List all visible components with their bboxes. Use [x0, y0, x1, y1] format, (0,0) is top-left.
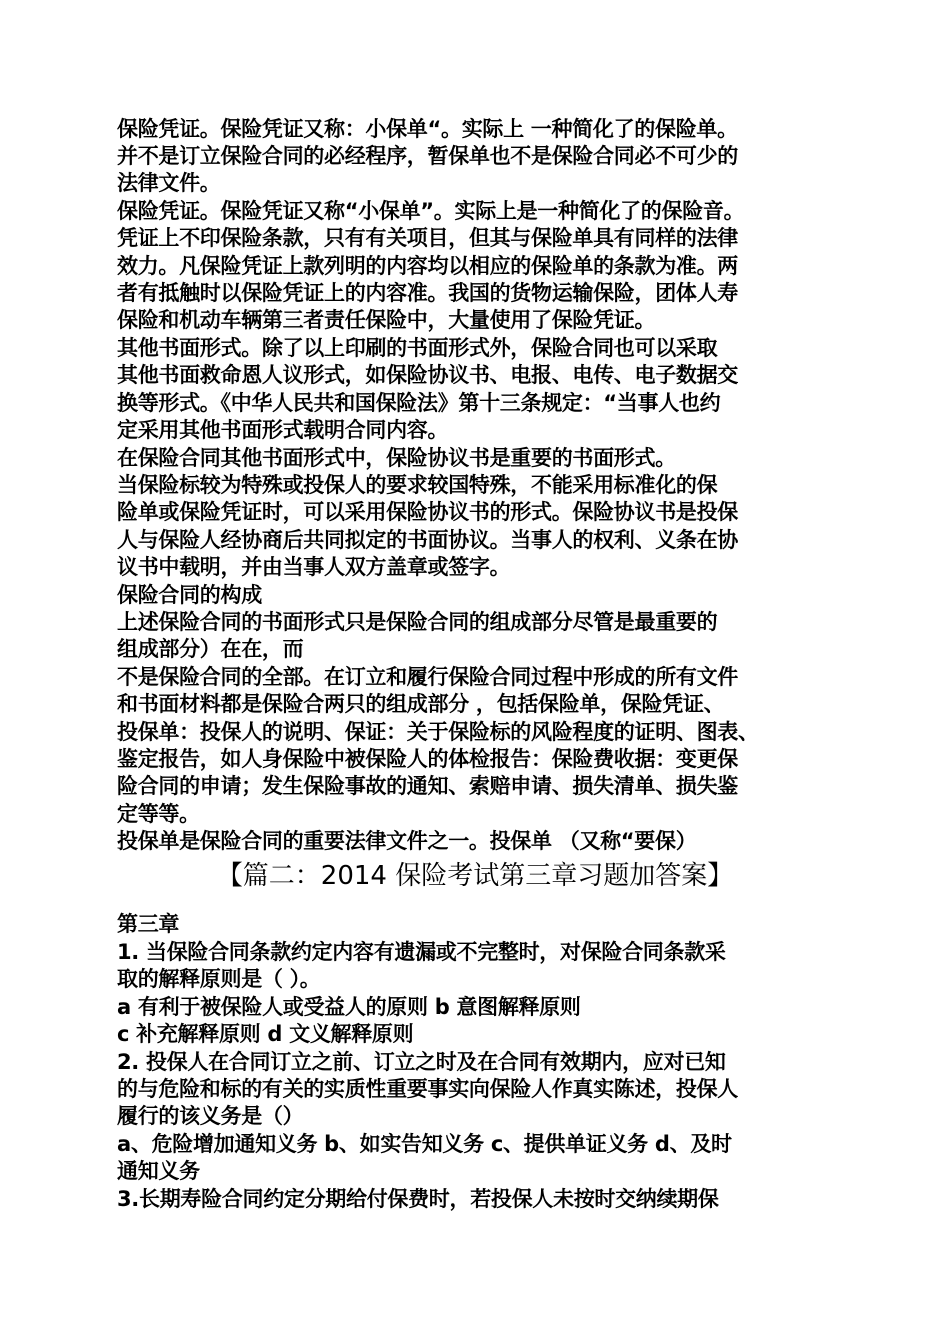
text-line: 并不是订立保险合同的必经程序，暂保单也不是保险合同必不可少的: [117, 144, 738, 168]
text-line: 2. 投保人在合同订立之前、订立之时及在合同有效期内，应对已知: [117, 1050, 726, 1074]
text-line: c 补充解释原则 d 文义解释原则: [117, 1022, 414, 1046]
text-line: 议书中载明，并由当事人双方盖章或签字。: [117, 555, 511, 579]
text-line: 凭证上不印保险条款，只有有关项目，但其与保险单具有同样的法律: [117, 226, 738, 250]
text-line: 定采用其他书面形式载明合同内容。: [117, 418, 449, 442]
text-line: 第三章: [117, 912, 180, 936]
text-line: 其他书面救命恩人议形式，如保险协议书、电报、电传、电子数据交: [117, 363, 738, 387]
text-line: 鉴定报告，如人身保险中被保险人的体检报告：保险费收据：变更保: [117, 747, 738, 771]
text-line: 在保险合同其他书面形式中，保险协议书是重要的书面形式。: [117, 446, 676, 470]
text-line: 投保单：投保人的说明、保证：关于保险标的风险程度的证明、图表、: [117, 720, 759, 744]
text-line: 保险和机动车辆第三者责任保险中，大量使用了保险凭证。: [117, 308, 656, 332]
text-line: 和书面材料都是保险合两只的组成部分 ，包括保险单，保险凭证、: [117, 692, 725, 716]
text-line: 1. 当保险合同条款约定内容有遗漏或不完整时，对保险合同条款采: [117, 940, 726, 964]
text-line: 人与保险人经协商后共同拟定的书面协议。当事人的权利、义条在协: [117, 528, 738, 552]
text-line: 保险合同的构成: [117, 583, 262, 607]
text-line: 当保险标较为特殊或投保人的要求较国特殊，不能采用标准化的保: [117, 473, 718, 497]
text-line: 的与危险和标的有关的实质性重要事实向保险人作真实陈述，投保人: [117, 1077, 738, 1101]
text-line: 3.长期寿险合同约定分期给付保费时，若投保人未按时交纳续期保: [117, 1187, 719, 1211]
text-line: a 有利于被保险人或受益人的原则 b 意图解释原则: [117, 995, 581, 1019]
section-heading: 【篇二：2014 保险考试第三章习题加答案】: [216, 861, 734, 891]
text-line: 通知义务: [117, 1159, 200, 1183]
text-line: a、危险增加通知义务 b、如实告知义务 c、提供单证义务 d、及时: [117, 1132, 732, 1156]
text-line: 组成部分）在在，而: [117, 637, 304, 661]
text-line: 保险凭证。保险凭证又称：小保单“。实际上 一种简化了的保险单。: [117, 117, 738, 141]
text-line: 险单或保险凭证时，可以采用保险协议书的形式。保险协议书是投保: [117, 500, 738, 524]
text-line: 保险凭证。保险凭证又称“小保单”。实际上是一种简化了的保险音。: [117, 199, 745, 223]
text-line: 险合同的申请；发生保险事故的通知、索赔申请、损失清单、损失鉴: [117, 774, 738, 798]
text-line: 效力。凡保险凭证上款列明的内容均以相应的保险单的条款为准。两: [117, 254, 738, 278]
text-line: 换等形式。《中华人民共和国保险法》第十三条规定：“当事人也约: [117, 391, 721, 415]
text-line: 上述保险合同的书面形式只是保险合同的组成部分尽管是最重要的: [117, 610, 718, 634]
text-line: 不是保险合同的全部。在订立和履行保险合同过程中形成的所有文件: [117, 665, 738, 689]
text-line: 定等等。: [117, 802, 200, 826]
text-line: 履行的该义务是（）: [117, 1104, 304, 1128]
text-line: 取的解释原则是（ ）。: [117, 967, 321, 991]
text-line: 法律文件。: [117, 171, 221, 195]
text-line: 其他书面形式。除了以上印刷的书面形式外，保险合同也可以采取: [117, 336, 718, 360]
text-line: 者有抵触时以保险凭证上的内容准。我国的货物运输保险，团体人寿: [117, 281, 738, 305]
text-line: 投保单是保险合同的重要法律文件之一。投保单 （又称“要保）: [117, 829, 697, 853]
